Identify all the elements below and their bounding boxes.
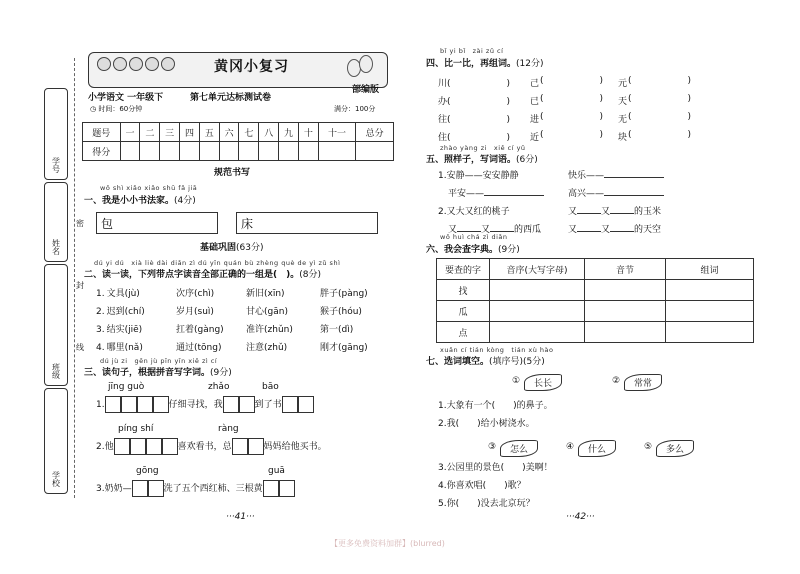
q3-answer-box[interactable] xyxy=(148,480,164,497)
q3-s1-pinyin: jīng guò xyxy=(108,382,145,392)
score-cell: 题号 xyxy=(83,123,121,142)
score-table xyxy=(82,122,394,161)
q5-example: 1.安静——安安静静 xyxy=(438,171,519,181)
score-cell: 八 xyxy=(259,123,279,142)
q7-sentence: 4.你喜欢唱( )歌？ xyxy=(438,481,526,491)
q7-sentence: 2.我( )给小树浇水。 xyxy=(438,419,535,429)
header-banner xyxy=(88,52,388,88)
seal-char-xian: 线 xyxy=(76,343,84,352)
score-value-row xyxy=(83,142,394,161)
q4-row: 往( ) 进 ( ) 无 ( ) xyxy=(438,112,692,125)
q2-option-4[interactable]: 4. 哪里(nǎ) 通过(tōng) 注意(zhǔ) 刚才(gāng) xyxy=(96,343,368,353)
q7-note: (填序号) xyxy=(489,357,524,367)
q6-score: (9分) xyxy=(498,245,520,255)
score-cell: 得分 xyxy=(83,142,121,161)
dict-char: 瓜 xyxy=(437,301,490,322)
dict-input[interactable] xyxy=(585,322,666,343)
q1-writing-grid[interactable] xyxy=(236,212,378,234)
q7-option-number: ① xyxy=(512,376,521,386)
page-number-right: ···42··· xyxy=(566,512,595,522)
part2-score: (63分) xyxy=(236,243,264,253)
q1-char: 包 xyxy=(101,217,114,231)
score-cell: 十一 xyxy=(318,123,356,142)
q3-answer-box[interactable] xyxy=(279,480,295,497)
q5-blank[interactable] xyxy=(604,177,664,178)
clock-icon: ◷ xyxy=(90,105,97,113)
q2-score: (8分) xyxy=(299,270,321,280)
q3-s2-pinyin: píng shí xyxy=(118,424,154,434)
q7-option-word: 多么 xyxy=(665,445,684,455)
score-cell: 五 xyxy=(199,123,219,142)
dictionary-table xyxy=(436,258,754,343)
q2-option-2[interactable]: 2. 迟到(chí) 岁月(suì) 甘心(gān) 猴子(hóu) xyxy=(96,307,362,317)
q5-item: 又 又 的玉米 xyxy=(568,207,662,217)
score-input[interactable] xyxy=(318,142,356,161)
score-cell: 四 xyxy=(180,123,200,142)
q2-option-3[interactable]: 3. 结实(jiē) 扛着(gàng) 准许(zhǔn) 第一(dì) xyxy=(96,325,354,335)
dict-input[interactable] xyxy=(666,280,754,301)
q5-item: 又 又 的西瓜 xyxy=(448,225,542,235)
q7-pinyin: xuǎn cí tián kòng tián xù hào xyxy=(440,346,554,354)
dict-input[interactable] xyxy=(490,301,585,322)
score-cell: 九 xyxy=(279,123,299,142)
q3-s1-pinyin: bāo xyxy=(262,382,279,392)
q7-option-leaf[interactable] xyxy=(500,440,538,457)
score-cell: 三 xyxy=(160,123,180,142)
q5-blank[interactable] xyxy=(577,213,601,214)
q3-answer-box[interactable] xyxy=(132,480,148,497)
dict-input[interactable] xyxy=(490,322,585,343)
q3-answer-box[interactable] xyxy=(282,396,298,413)
score-input[interactable] xyxy=(219,142,239,161)
unit-title: 第七单元达标测试卷 xyxy=(190,93,272,103)
q4-pinyin: bǐ yi bǐ zài zǔ cí xyxy=(440,47,504,55)
score-cell: 总分 xyxy=(356,123,394,142)
q5-item: 快乐—— xyxy=(568,168,664,181)
score-input[interactable] xyxy=(298,142,318,161)
dict-input[interactable] xyxy=(585,280,666,301)
dict-header: 音序(大写字母) xyxy=(490,259,585,280)
q3-answer-box[interactable] xyxy=(137,396,153,413)
q3-sentence-3: 3.奶奶— 洗了五个西红柿、三根黄 xyxy=(96,480,295,497)
score-header-row xyxy=(83,123,394,142)
q7-sentence: 1.大象有一个( )的鼻子。 xyxy=(438,401,553,411)
q5-item: 又 又 的天空 xyxy=(568,225,662,235)
q3-answer-box[interactable] xyxy=(146,438,162,455)
footer-watermark: 【更多免费资料加群】(blurred) xyxy=(330,539,445,548)
q5-title: 五、照样子，写词语。 xyxy=(426,155,517,165)
score-cell: 十 xyxy=(298,123,318,142)
dict-input[interactable] xyxy=(666,322,754,343)
q3-s3-pinyin: guā xyxy=(268,466,285,476)
time-label xyxy=(90,104,142,114)
q5-item: 高兴—— xyxy=(568,186,664,199)
page-number-left: ···41··· xyxy=(226,512,255,522)
dict-header: 组词 xyxy=(666,259,754,280)
dict-header: 要查的字 xyxy=(437,259,490,280)
q4-row: 办( ) 已 ( ) 天 ( ) xyxy=(438,94,692,107)
dict-row xyxy=(437,301,754,322)
class-label: 班级 xyxy=(51,363,61,379)
q4-score: (12分) xyxy=(516,59,544,69)
q3-answer-box[interactable] xyxy=(298,396,314,413)
q7-option-number: ④ xyxy=(566,442,575,452)
q7-option-leaf[interactable] xyxy=(656,440,694,457)
q2-title: 二、读一读，下列带点字读音全部正确的一组是( )。 xyxy=(84,270,300,280)
q7-option-word: 长长 xyxy=(533,379,552,389)
q7-option-word: 常常 xyxy=(633,379,652,389)
q3-s3-pinyin: gōng xyxy=(136,466,159,476)
q5-item: 平安—— xyxy=(448,186,544,199)
dict-char: 点 xyxy=(437,322,490,343)
q6-pinyin: wǒ huì chá zì diǎn xyxy=(440,233,508,241)
score-cell: 六 xyxy=(219,123,239,142)
q3-s2-pinyin: ràng xyxy=(218,424,239,434)
q7-sentence: 3.公园里的景色( )美啊！ xyxy=(438,463,553,473)
q7-option-number: ⑤ xyxy=(644,442,653,452)
full-score-label: 满分：100分 xyxy=(334,105,376,113)
q2-option-1[interactable]: 1. 文具(jù) 次序(chì) 新旧(xīn) 胖子(pàng) xyxy=(96,289,368,299)
seal-char-mi: 密 xyxy=(76,219,84,228)
score-input[interactable] xyxy=(279,142,299,161)
score-input[interactable] xyxy=(239,142,259,161)
q3-answer-box[interactable] xyxy=(232,438,248,455)
q3-score: (9分) xyxy=(210,368,232,378)
score-cell: 一 xyxy=(120,123,140,142)
q3-s1-pinyin: zhǎo xyxy=(208,382,230,392)
q5-example: 2.又大又红的桃子 xyxy=(438,207,510,217)
q5-score: (6分) xyxy=(516,155,538,165)
q5-blank[interactable] xyxy=(610,213,634,214)
q5-pinyin: zhào yàng zi xiě cí yǔ xyxy=(440,144,526,152)
q3-answer-box[interactable] xyxy=(239,396,255,413)
score-input[interactable] xyxy=(140,142,160,161)
class-box[interactable] xyxy=(44,264,68,386)
edition-label: 部编版 xyxy=(352,85,380,95)
q7-option-word: 怎么 xyxy=(509,445,528,455)
q7-option-word: 什么 xyxy=(587,445,606,455)
student-id-box[interactable] xyxy=(44,88,68,180)
q5-blank[interactable] xyxy=(457,231,481,232)
q7-option-leaf[interactable] xyxy=(624,374,662,391)
dict-input[interactable] xyxy=(490,280,585,301)
q3-answer-box[interactable] xyxy=(130,438,146,455)
q1-score: (4分) xyxy=(174,196,196,206)
balloon-icon xyxy=(359,55,373,73)
score-cell: 七 xyxy=(239,123,259,142)
q1-writing-grid[interactable] xyxy=(96,212,218,234)
q7-sentence: 5.你( )没去北京玩？ xyxy=(438,499,535,509)
q3-sentence-2: 2.他 喜欢看书，总 妈妈给他买书。 xyxy=(96,438,327,455)
dict-header: 音节 xyxy=(585,259,666,280)
q3-sentence-1: 1. 仔细寻找，我 到了书 xyxy=(96,396,314,413)
score-input[interactable] xyxy=(199,142,219,161)
q7-option-leaf[interactable] xyxy=(578,440,616,457)
dict-row xyxy=(437,322,754,343)
student-id-label: 学号 xyxy=(51,157,61,173)
q3-answer-box[interactable] xyxy=(153,396,169,413)
q7-title: 七、选词填空。 xyxy=(426,357,490,367)
q2-pinyin: dú yi dú xià liè dài diǎn zì dú yīn quán bù zhèng què de yì zǔ shì xyxy=(94,259,341,267)
score-cell: 二 xyxy=(140,123,160,142)
score-input[interactable] xyxy=(120,142,140,161)
name-label: 姓名 xyxy=(51,239,61,255)
q3-answer-box[interactable] xyxy=(162,438,178,455)
name-box[interactable] xyxy=(44,182,68,262)
dict-header-row xyxy=(437,259,754,280)
q3-answer-box[interactable] xyxy=(263,480,279,497)
q7-option-number: ② xyxy=(612,376,621,386)
q1-pinyin: wǒ shì xiǎo xiǎo shū fǎ jiā xyxy=(100,184,198,192)
q1-char: 床 xyxy=(241,217,254,231)
q3-answer-box[interactable] xyxy=(114,438,130,455)
part1-title: 规范书写 xyxy=(214,168,251,178)
q4-row: 住( ) 近 ( ) 块 ( ) xyxy=(438,130,692,143)
school-label: 学校 xyxy=(51,471,61,487)
seal-char-feng: 封 xyxy=(76,281,84,290)
dict-input[interactable] xyxy=(666,301,754,322)
seal-line xyxy=(74,58,75,498)
q1-title: 一、我是小小书法家。 xyxy=(84,196,175,206)
q5-blank[interactable] xyxy=(577,231,601,232)
q7-option-leaf[interactable] xyxy=(524,374,562,391)
school-box[interactable] xyxy=(44,388,68,494)
part2-title: 基础巩固 xyxy=(200,243,237,253)
dict-input[interactable] xyxy=(585,301,666,322)
score-input[interactable] xyxy=(356,142,394,161)
q3-answer-box[interactable] xyxy=(248,438,264,455)
q5-blank[interactable] xyxy=(610,231,634,232)
dict-row xyxy=(437,280,754,301)
q7-option-number: ③ xyxy=(488,442,497,452)
dict-char: 找 xyxy=(437,280,490,301)
q6-title: 六、我会查字典。 xyxy=(426,245,499,255)
q5-blank[interactable] xyxy=(490,231,514,232)
q5-blank[interactable] xyxy=(604,195,664,196)
q3-answer-box[interactable] xyxy=(223,396,239,413)
kids-illustration xyxy=(97,57,175,71)
q4-row: 川( ) 己 ( ) 元 ( ) xyxy=(438,76,692,89)
score-input[interactable] xyxy=(160,142,180,161)
q4-title: 四、比一比，再组词。 xyxy=(426,59,517,69)
q3-answer-box[interactable] xyxy=(121,396,137,413)
q7-score: (5分) xyxy=(523,357,545,367)
q3-answer-box[interactable] xyxy=(105,396,121,413)
time-text: 时间：60分钟 xyxy=(98,105,143,113)
score-input[interactable] xyxy=(180,142,200,161)
q3-pinyin: dú jù zi gēn jù pīn yīn xiě zì cí xyxy=(100,357,218,365)
q5-blank[interactable] xyxy=(484,195,544,196)
brand-title: 黄冈小复习 xyxy=(214,59,289,75)
score-input[interactable] xyxy=(259,142,279,161)
q3-title: 三、读句子，根据拼音写字词。 xyxy=(84,368,211,378)
subject-label: 小学语文 一年级下 xyxy=(88,93,164,103)
